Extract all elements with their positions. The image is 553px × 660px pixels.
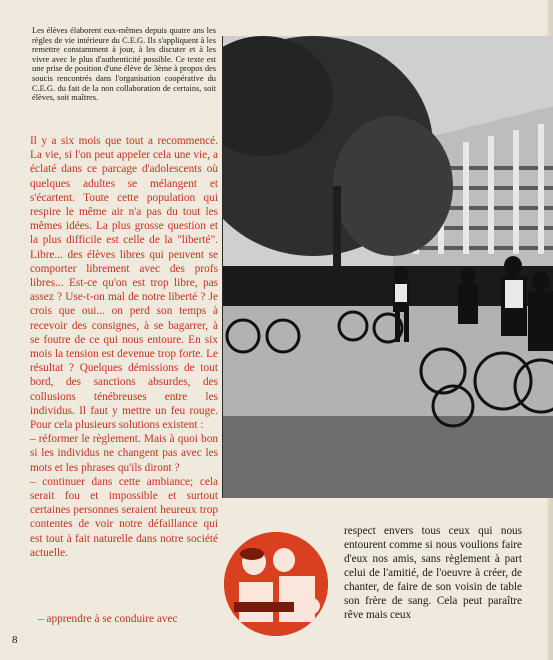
page-number: 8 bbox=[12, 634, 18, 646]
intro-text-block bbox=[32, 26, 216, 103]
continued-paragraph: respect envers tous ceux qui nous entourent comme si nous voulions faire d'eux nos amis, sans règlement à part celui de l'amitié, de l'oeuvre à créer, de chanter, de faire de son voisin de table son frère de sang. Cela peut paraître rêve mais ceux bbox=[344, 525, 522, 621]
solution-item-3: – apprendre à se conduire avec bbox=[38, 613, 178, 625]
article-paragraph-1: Il y a six mois que tout a recommencé. La vie, si l'on peut appeler cela une vie, a éclaté dans ce parcage d'adolescents où quelques adultes se mélangent et s'écartent. Toute cette population qui respire le même air n'a pas du tout les mêmes idées. La plus grosse question et la plus difficile est celle de la "liberté". Libre... des élèves libres qui peuvent se comporter librement avec des profs libres... Est-ce qu'on est trop libre, pas assez ? Use-t-on mal de notre liberté ? Je crois que oui... on perd son temps à recevoir des consignes, à se bagarrer, à se foutre de ce qui nous entoure. En six mois la tension est devenue trop forte. Le résultat ? Quelques démissions de tout bord, des sanctions absurdes, des collusions ténébreuses entre les individus. Il faut y mettre un feu rouge. Pour cela plusieurs solutions existent : bbox=[30, 135, 218, 432]
solution-item-1: – réformer le règlement. Mais à quoi bon si les individus ne changent pas avec les mots et les phrases qu'ils diront ? bbox=[30, 433, 218, 474]
school-photo bbox=[222, 36, 553, 498]
red-circle-photo bbox=[224, 532, 328, 636]
solution-item-2: – continuer dans cette ambiance; cela serait fou et impossible et surtout certaines personnes seraient heureux trop contentes de voir notre défaillance qui est tout à fait naturelle dans notre société actuelle. bbox=[30, 475, 218, 559]
intro-paragraph: Les élèves élaborent eux-mêmes depuis quatre ans les règles de vie intérieure du C.E.G. Ils s'appliquent à les remettre constamment à jour, à les discuter et à les vivre avec le plus d'authenticité possible. Ce texte est une prise de position d'une élève de 3ème à propos des soucis rencontrés dans l'organisation coopérative du C.E.G. du fait de la non collaboration de certains, soit élèves, soit maîtres. bbox=[32, 26, 216, 103]
main-article-text bbox=[30, 134, 218, 625]
continued-text-block bbox=[344, 524, 522, 622]
